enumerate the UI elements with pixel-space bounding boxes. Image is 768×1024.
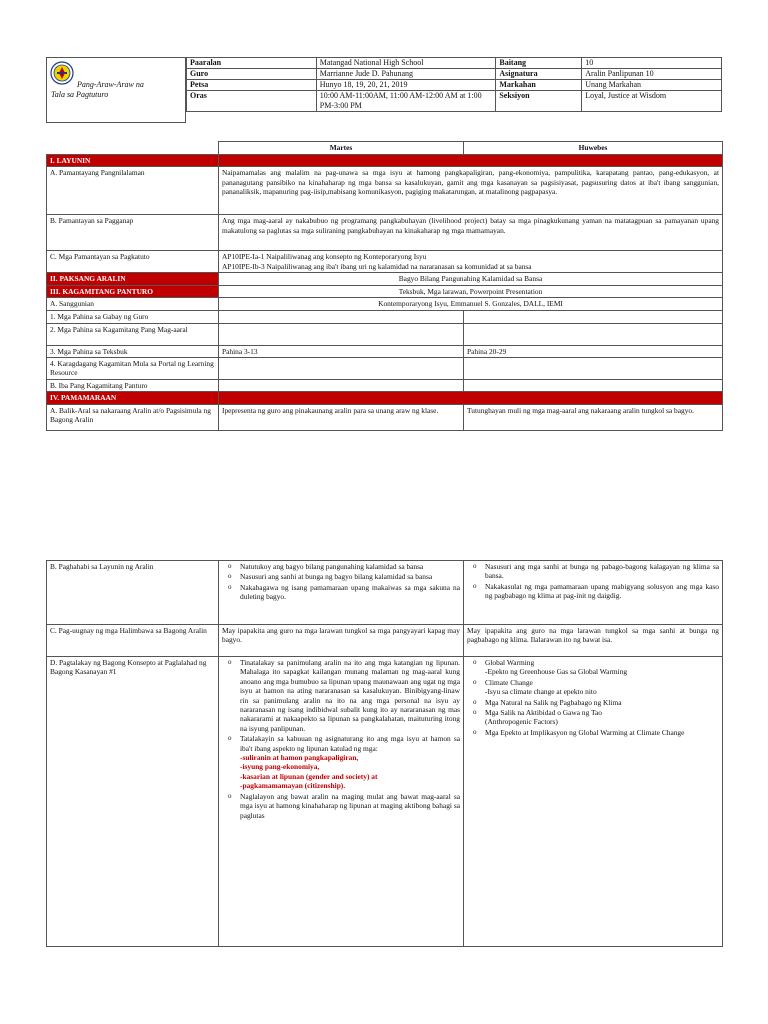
teksbuk-label: 3. Mga Pahina sa Teksbuk [47, 345, 219, 357]
header-value: Marrianne Jude D. Pahunang [316, 69, 496, 80]
header-label: Seksiyon [496, 91, 582, 112]
topic-item [467, 698, 719, 707]
pagkatuto-label: C. Mga Pamantayan sa Pagkatuto [47, 251, 219, 273]
header-block [46, 57, 722, 123]
plan-subtitle: Tala sa Pagtuturo [51, 90, 109, 99]
header-label: Paaralan [187, 58, 317, 69]
lesson-table-1 [46, 141, 723, 431]
header-label: Guro [187, 69, 317, 80]
header-row [187, 58, 722, 69]
karagdagang-martes [219, 358, 464, 380]
header-label: Markahan [496, 80, 582, 91]
header-title-box [46, 57, 186, 123]
paghahabi-martes [219, 561, 464, 625]
balik-aral-label: A. Balik-Aral sa nakaraang Aralin at/o Pagsisimula ng Bagong Aralin [47, 404, 219, 430]
pagkatuto-line-2: AP10IPE-Ib-3 Naipaliliwanag ang iba't ibang uri ng kalamidad na nararanasan sa komunidad at sa bansa [222, 261, 532, 271]
section-pamamaraan-bar [219, 392, 723, 404]
list-item: o Nakabagawa ng isang pamamaraan upang makaiwas sa mga sakuna na duleting bagyo. [222, 583, 460, 602]
header-value: 10 [582, 58, 722, 69]
header-value: Aralin Panlipunan 10 [582, 69, 722, 80]
sanggunian-text: Kontemporaryong Isyu, Emmanuel S. Gonzales, DALL, IEMI [219, 298, 723, 310]
pagtalakay-huwebes-list [467, 658, 719, 737]
paghahabi-martes-list [222, 562, 460, 602]
teksbuk-martes: Pahina 3-13 [219, 345, 464, 357]
pagtalakay-martes-item-2 [222, 734, 460, 790]
deped-seal-icon [50, 61, 74, 85]
pagtalakay-martes-item-1: o Tinatalakay sa panimulang aralin na ito ang mga katangian ng lipunan. Mahalaga ito sapagkat kailangan munang malaman ng mag-aaral kung anoano ang mga bumubuo sa lipunan upang maunawaan ang ugat ng mga isyu at hamon na ating nararanasan sa kasalukuyan. Binibigyang-linaw rin sa panimulang aralin na ito na ang mga personal na isyu ay nararanasan ng isang indibidwal subalit kung ito ay nararanasan ng mas nakararami at nakaapekto sa lipunan sa pangkalahatan, maituturing itong na isyung panlipunan. [222, 658, 460, 733]
header-label: Baitang [496, 58, 582, 69]
iba-pang-martes [219, 380, 464, 392]
pagtalakay-red-list [240, 753, 460, 791]
issue-aspect: -kasarian at lipunan (gender and society) at [240, 771, 378, 781]
paghahabi-huwebes [464, 561, 723, 625]
iba-pang-label: B. Iba Pang Kagamitang Panturo [47, 380, 219, 392]
topic-sub: -Isyu sa climate change at epekto nito [485, 687, 597, 697]
paksang-aralin-text: Bagyo Bilang Pangunahing Kalamidad sa Bansa [219, 273, 723, 285]
header-value: Unang Markahan [582, 80, 722, 91]
balik-aral-huwebes: Tutunghayan muli ng mga mag-aaral ang nakaraang aralin tungkol sa bagyo. [464, 404, 723, 430]
blank-header-cell [47, 142, 219, 155]
topic-item [467, 658, 719, 677]
kagamitang-pang-mag-aaral-label: 2. Mga Pahina sa Kagamitang Pang Mag-aaral [47, 323, 219, 345]
header-label: Asignatura [496, 69, 582, 80]
topic-main: o Mga Salik na Aktibidad o Gawa ng Tao [485, 708, 602, 718]
kagamitang-pang-martes [219, 323, 464, 345]
list-item: o Nakakasulat ng mga pamamaraan upang mabigyang solusyon ang mga kaso ng pagbabago ng klima at pag-init ng daigdig. [467, 582, 719, 601]
col-huwebes: Huwebes [464, 142, 723, 155]
topic-main: o Mga Epekto at Implikasyon ng Global Warming at Climate Change [485, 727, 685, 737]
section-paksang-aralin: II. PAKSANG ARALIN [47, 273, 219, 285]
lesson-table-2 [46, 560, 723, 947]
pagtalakay-martes-item-3: o Naglalayon ang bawat aralin na maging mulat ang bawat mag-aaral sa mga isyu at hamong kinahaharap ng lipunan at maging aktibong bahagi sa paglutas [222, 792, 460, 820]
teksbuk-huwebes: Pahina 20-29 [464, 345, 723, 357]
topic-item [467, 708, 719, 727]
header-info-table [186, 57, 722, 112]
pamantayan-pagganap-text: Ang mga mag-aaral ay nakabubuo ng programang pangkabuhayan (livelihood project) batay sa mga pinagkukunang yaman na matatagpuan sa pamayanan upang makatulong sa paglutas sa mga suliraning pangkabuhayan na kinakaharap ng mga mamamayan. [219, 215, 723, 251]
list-item: o Nasusuri ang mga sanhi at bunga ng pabago-bagong kalagayan ng klima sa bansa. [467, 562, 719, 581]
balik-aral-martes: Ipepresenta ng guro ang pinakaunang aralin para sa unang araw ng klase. [219, 404, 464, 430]
issue-aspect: -pagkamamamayan (citizenship). [240, 781, 346, 791]
kagamitang-panturo-text: Teksbuk, Mga larawan, Powerpoint Presentation [219, 285, 723, 297]
topic-sub: -Epekto ng Greenhouse Gas sa Global Warming [485, 667, 628, 677]
paghahabi-label: B. Paghahabi sa Layunin ng Aralin [47, 561, 219, 625]
pag-uugnay-label: C. Pag-uugnay ng mga Halimbawa sa Bagong Aralin [47, 625, 219, 657]
iba-pang-huwebes [464, 380, 723, 392]
pagtalakay-label: D. Pagtalakay ng Bagong Konsepto at Paglalahad ng Bagong Kasanayan #1 [47, 657, 219, 947]
header-value: Loyal, Justice at Wisdom [582, 91, 722, 112]
sanggunian-label: A. Sanggunian [47, 298, 219, 310]
header-row [187, 69, 722, 80]
plan-title: Pang-Araw-Araw na [77, 80, 144, 89]
list-item: o Nasusuri ang sanhi at bunga ng bagyo bilang kalamidad sa bansa [222, 572, 460, 581]
karagdagang-huwebes [464, 358, 723, 380]
topic-main: o Mga Natural na Salik ng Pagbabago ng Klima [485, 697, 622, 707]
kagamitang-pang-huwebes [464, 323, 723, 345]
header-row [187, 80, 722, 91]
header-value: 10:00 AM-11:00AM, 11:00 AM-12:00 AM at 1:00 PM-3:00 PM [316, 91, 496, 112]
issue-aspect: -isyung pang-ekonomiya, [240, 762, 320, 772]
col-martes: Martes [219, 142, 464, 155]
pagtalakay-martes [219, 657, 464, 947]
section-layunin: I. LAYUNIN [47, 155, 219, 167]
issue-aspect: -suliranin at hamon pangkapaligiran, [240, 753, 359, 763]
pag-uugnay-huwebes: May ipapakita ang guro na mga larawan tungkol sa mga sanhi at bunga ng pagbabago ng klima. Ilalarawan ito ng bawat isa. [464, 625, 723, 657]
pamantayan-pagganap-label: B. Pamantayan sa Pagganap [47, 215, 219, 251]
topic-main: o Global Warming [485, 658, 535, 667]
topic-main: o Climate Change [485, 677, 533, 687]
pagtalakay-huwebes [464, 657, 723, 947]
pagtalakay-martes-item-2-text: Tatalakayin sa kabuuan ng asignaturang ito ang mga isyu at hamon sa iba't ibang aspekto ng lipunan katulad ng mga: [240, 734, 460, 753]
header-label: Petsa [187, 80, 317, 91]
pagkatuto-text [219, 251, 723, 273]
karagdagang-label: 4. Karagdagang Kagamitan Mula sa Portal ng Learning Resource [47, 358, 219, 380]
topic-item [467, 728, 719, 737]
pagkatuto-line-1: AP10IPE-Ia-1 Naipaliliwanag ang konsepto ng Konteporaryong Isyu [222, 252, 427, 262]
header-row [187, 91, 722, 112]
pag-uugnay-martes: May ipapakita ang guro na mga larawan tungkol sa mga pangyayari kapag may bagyo. [219, 625, 464, 657]
pamantayang-pangnilalaman-text: Naipamamalas ang malalim na pag-unawa sa mga isyu at hamong pangkapaligiran, pang-ekonomiya, pampulitika, karapatang pantao, pang-edukasyon, at pananagutang pansibiko na kinahaharap ng mga bansa sa kasalukuyan, gamit ang mga kasanayan sa pagsisiyasat, pagsusuring datos at iba't ibang sanggunian, pananaliksik, mapanuring pag-iisip,mabisang komunikasyon, pagiging makatarungan, at matalinong pagpapasya. [219, 167, 723, 215]
header-value: Hunyo 18, 19, 20, 21, 2019 [316, 80, 496, 91]
pamantayang-pangnilalaman-label: A. Pamantayang Pangnilalaman [47, 167, 219, 215]
gabay-guro-huwebes [464, 310, 723, 323]
topic-sub: (Anthropogenic Factors) [485, 717, 558, 727]
section-layunin-bar [219, 155, 723, 167]
gabay-guro-label: 1. Mga Pahina sa Gabay ng Guro [47, 310, 219, 323]
list-item: o Natutukoy ang bagyo bilang pangunahing kalamidad sa bansa [222, 562, 460, 571]
topic-item [467, 678, 719, 697]
section-kagamitang-panturo: III. KAGAMITANG PANTURO [47, 285, 219, 297]
gabay-guro-martes [219, 310, 464, 323]
paghahabi-huwebes-list [467, 562, 719, 601]
header-value: Matangad National High School [316, 58, 496, 69]
section-pamamaraan: IV. PAMAMARAAN [47, 392, 219, 404]
header-label: Oras [187, 91, 317, 112]
